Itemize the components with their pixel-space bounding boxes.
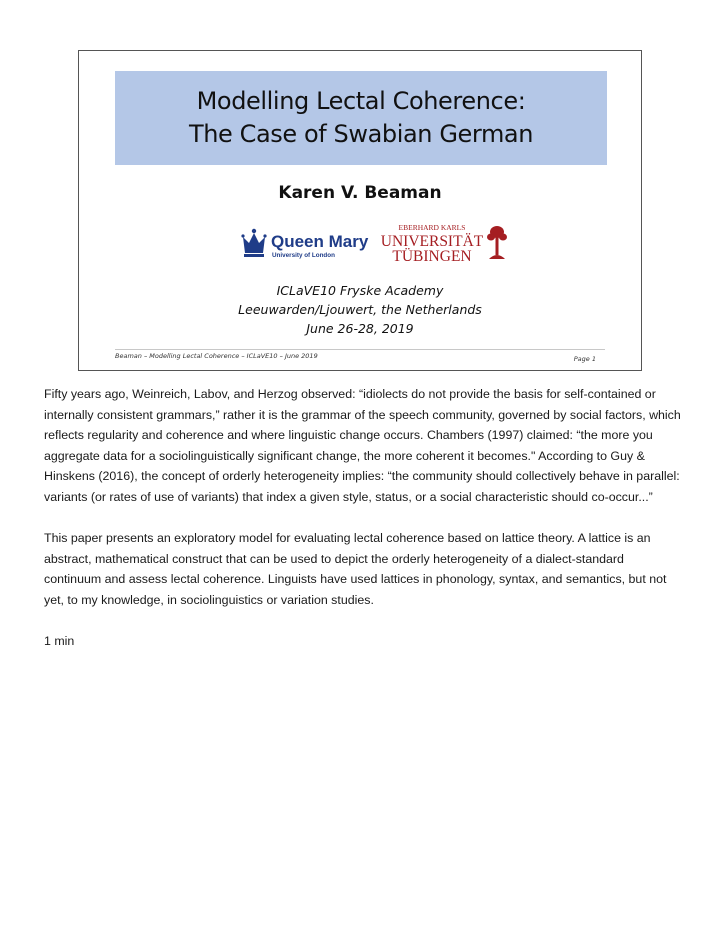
title-band	[115, 71, 607, 165]
notes-paragraph-1: Fifty years ago, Weinreich, Labov, and Herzog observed: “idiolects do not provide the basis for self-contained or internally consistent grammars,” rather it is the grammar of the speech community, governed by social factors, which reflects regularity and coherence and where linguistic change occurs. Chambers (1997) claimed: “the more you aggregate data for a sociolinguistically significant change, the more coherent it becomes." According to Guy & Hinskens (2016), the concept of orderly heterogeneity implies: “the community should collectively behave in parallel: variants (or rates of use of variants) that index a given style, status, or a social characteristic should co-occur...”	[44, 387, 681, 504]
crown-icon	[241, 229, 266, 257]
speaker-notes	[44, 384, 684, 672]
slide-footer-text: Beaman – Modelling Lectal Coherence – ICLaVE10 – June 2019	[115, 352, 318, 360]
conference-info	[79, 281, 641, 338]
conference-location: Leeuwarden/Ljouwert, the Netherlands	[238, 302, 482, 317]
notes-timing: 1 min	[44, 634, 75, 649]
conference-name: ICLaVE10 Fryske Academy	[276, 283, 444, 298]
footer-divider	[115, 349, 605, 350]
author-name: Karen V. Beaman	[278, 183, 442, 203]
conference-dates: June 26-28, 2019	[306, 321, 414, 336]
tubingen-bottom-text: TÜBINGEN	[392, 248, 472, 265]
notes-paragraph-2: This paper presents an exploratory model for evaluating lectal coherence based on lattice theory. A lattice is an abstract, mathematical construct that can be used to depict the orderly heterogeneity of a dialect-standard continuum and assess lectal coherence. Linguists have used lattices in phonology, syntax, and semantics, but not yet, to my knowledge, in sociolinguistics or variation studies.	[44, 531, 667, 607]
queen-mary-subtitle: University of London	[272, 252, 335, 259]
tubingen-top-text: EBERHARD KARLS	[398, 223, 466, 232]
slide-title-line-2: The Case of Swabian German	[188, 120, 534, 148]
slide-page-number: Page 1	[573, 355, 596, 363]
slide-thumbnail	[78, 50, 642, 371]
queen-mary-wordmark: Queen Mary	[271, 232, 369, 251]
queen-mary-logo	[239, 225, 369, 261]
slide-title-line-1: Modelling Lectal Coherence:	[196, 87, 526, 115]
tubingen-mid-text: UNIVERSITÄT	[380, 233, 484, 250]
tubingen-logo	[380, 221, 510, 265]
logo-strip	[239, 221, 509, 265]
palm-tree-icon	[487, 226, 507, 259]
